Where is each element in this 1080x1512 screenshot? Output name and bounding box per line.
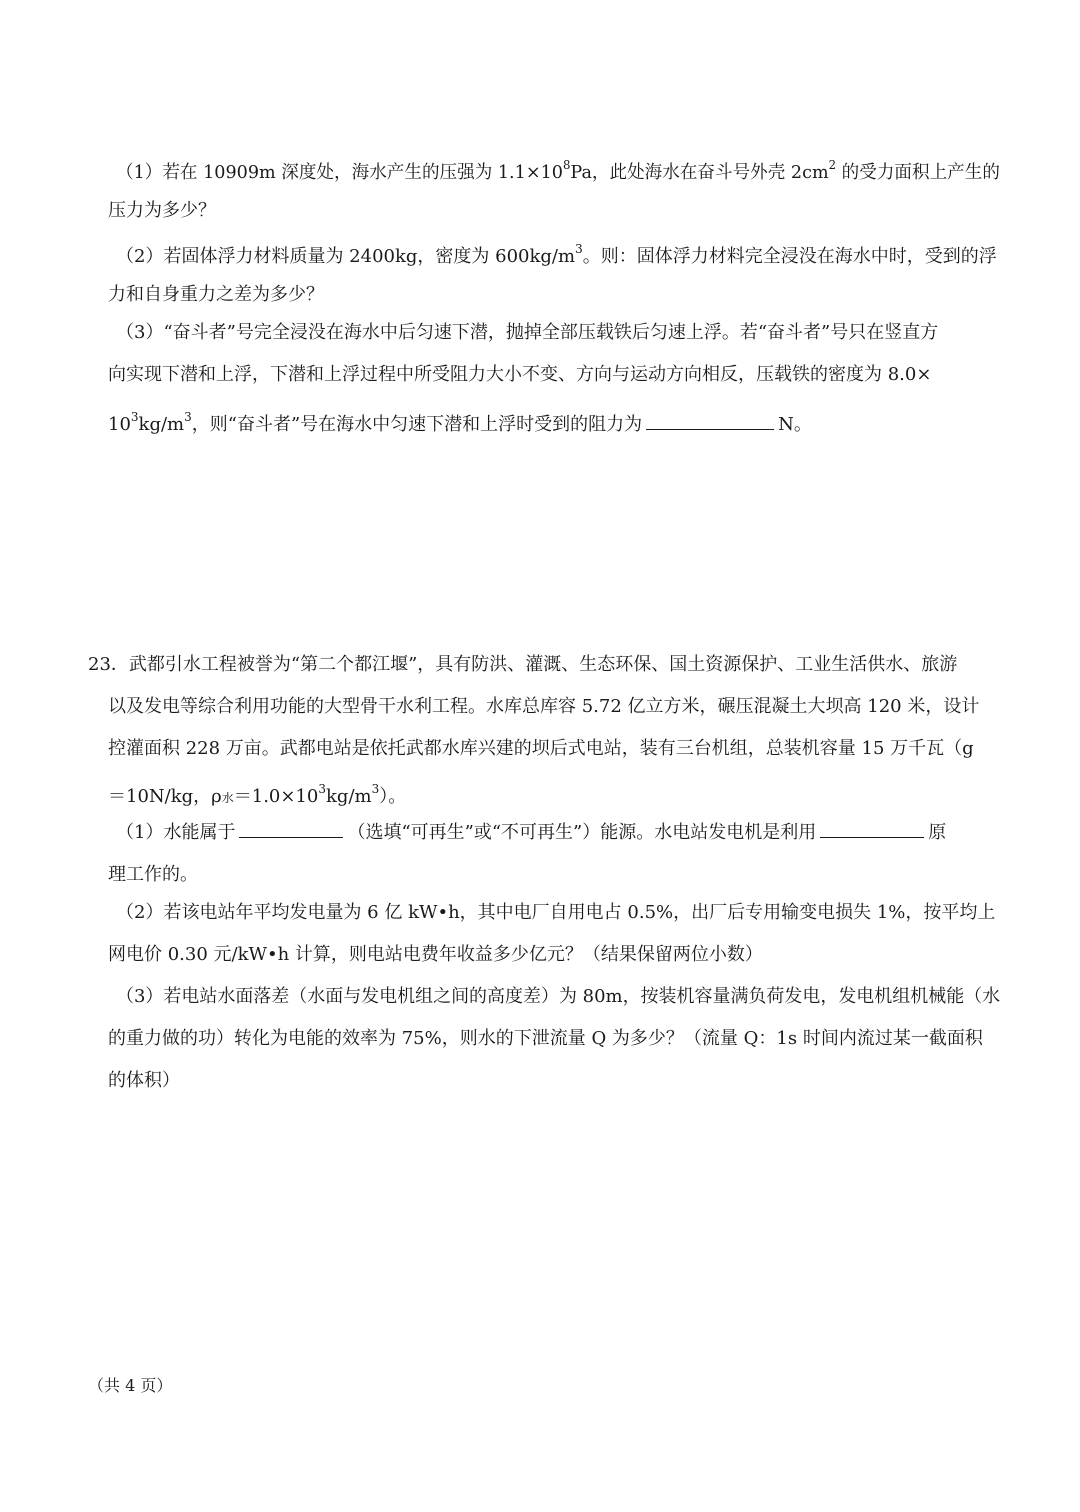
page-count-footer: （共 4 页） xyxy=(88,1376,173,1395)
text-run: ，则“奋斗者”号在海水中匀速下潜和上浮时受到的阻力为 xyxy=(191,414,643,435)
q23-sub-3-line-3: 的体积） xyxy=(108,1070,180,1091)
q23-sub-3-line-2: 的重力做的功）转化为电能的效率为 75%，则水的下泄流量 Q 为多少？（流量 Q：1s 时间内流过某一截面积 xyxy=(108,1028,983,1049)
sub-question-2-line-2: 力和自身重力之差为多少？ xyxy=(108,284,324,305)
text-run: 。则：固体浮力材料完全浸没在海水中时，受到的浮 xyxy=(582,246,997,267)
question-23-line-3: 控灌面积 228 万亩。武都电站是依托武都水库兴建的坝后式电站，装有三台机组，总装机容量 15 万千瓦（g xyxy=(108,738,974,759)
superscript: 2 xyxy=(828,158,837,172)
sub-question-1-line-2: 压力为多少？ xyxy=(108,200,216,221)
q23-sub-2-line-2: 网电价 0.30 元/kW•h 计算，则电站电费年收益多少亿元？（结果保留两位小数） xyxy=(108,944,763,965)
subscript: 水 xyxy=(221,791,234,805)
superscript: 3 xyxy=(130,410,139,424)
text-run: ＝10N/kg，ρ xyxy=(108,786,222,807)
sub-question-3-line-1: （3）“奋斗者”号完全浸没在海水中后匀速下潜，抛掉全部压载铁后匀速上浮。若“奋斗者”号只在竖直方 xyxy=(116,322,939,343)
answer-blank[interactable] xyxy=(239,819,343,838)
text-run: kg/m xyxy=(326,786,372,807)
superscript: 3 xyxy=(318,782,327,796)
text-run: （2）若固体浮力材料质量为 2400kg，密度为 600kg/m xyxy=(116,246,576,267)
sub-question-1-line-1 xyxy=(116,152,1000,188)
q23-sub-1-line-1 xyxy=(116,818,946,848)
text-run: ＝1.0×10 xyxy=(233,786,319,807)
sub-question-2-line-1 xyxy=(116,236,997,272)
text-run: （1）若在 10909m 深度处，海水产生的压强为 1.1×10 xyxy=(116,162,563,183)
question-23-line-1: 23．武都引水工程被誉为“第二个都江堰”，具有防洪、灌溉、生态环保、国土资源保护、工业生活供水、旅游 xyxy=(88,654,958,675)
q23-sub-1-line-2: 理工作的。 xyxy=(108,864,198,885)
superscript: 3 xyxy=(575,242,583,256)
sub-question-3-line-2: 向实现下潜和上浮，下潜和上浮过程中所受阻力大小不变、方向与运动方向相反，压载铁的密度为 8.0× xyxy=(108,364,932,385)
unit-text: N。 xyxy=(778,414,812,435)
text-run: 的受力面积上产生的 xyxy=(836,162,1000,183)
q23-sub-3-line-1: （3）若电站水面落差（水面与发电机组之间的高度差）为 80m，按装机容量满负荷发电，发电机组机械能（水 xyxy=(116,986,1001,1007)
answer-blank[interactable] xyxy=(646,411,774,430)
text-run: Pa，此处海水在奋斗号外壳 2cm xyxy=(570,162,829,183)
question-23-line-4 xyxy=(108,776,406,813)
answer-blank[interactable] xyxy=(820,819,924,838)
text-run: （1）水能属于 xyxy=(116,822,236,843)
text-run: ）。 xyxy=(379,786,407,807)
text-run: kg/m xyxy=(138,414,185,435)
sub-question-3-line-3 xyxy=(108,404,812,440)
q23-sub-2-line-1: （2）若该电站年平均发电量为 6 亿 kW•h，其中电厂自用电占 0.5%，出厂后专用输变电损失 1%，按平均上 xyxy=(116,902,996,923)
superscript: 8 xyxy=(562,158,571,172)
text-run: （选填“可再生”或“不可再生”）能源。水电站发电机是利用 xyxy=(347,822,817,843)
text-run: 10 xyxy=(108,414,131,435)
superscript: 3 xyxy=(184,410,192,424)
question-23-line-2: 以及发电等综合利用功能的大型骨干水利工程。水库总库容 5.72 亿立方米，碾压混凝土大坝高 120 米，设计 xyxy=(108,696,980,717)
text-run: 原 xyxy=(928,822,947,843)
superscript: 3 xyxy=(371,782,380,796)
